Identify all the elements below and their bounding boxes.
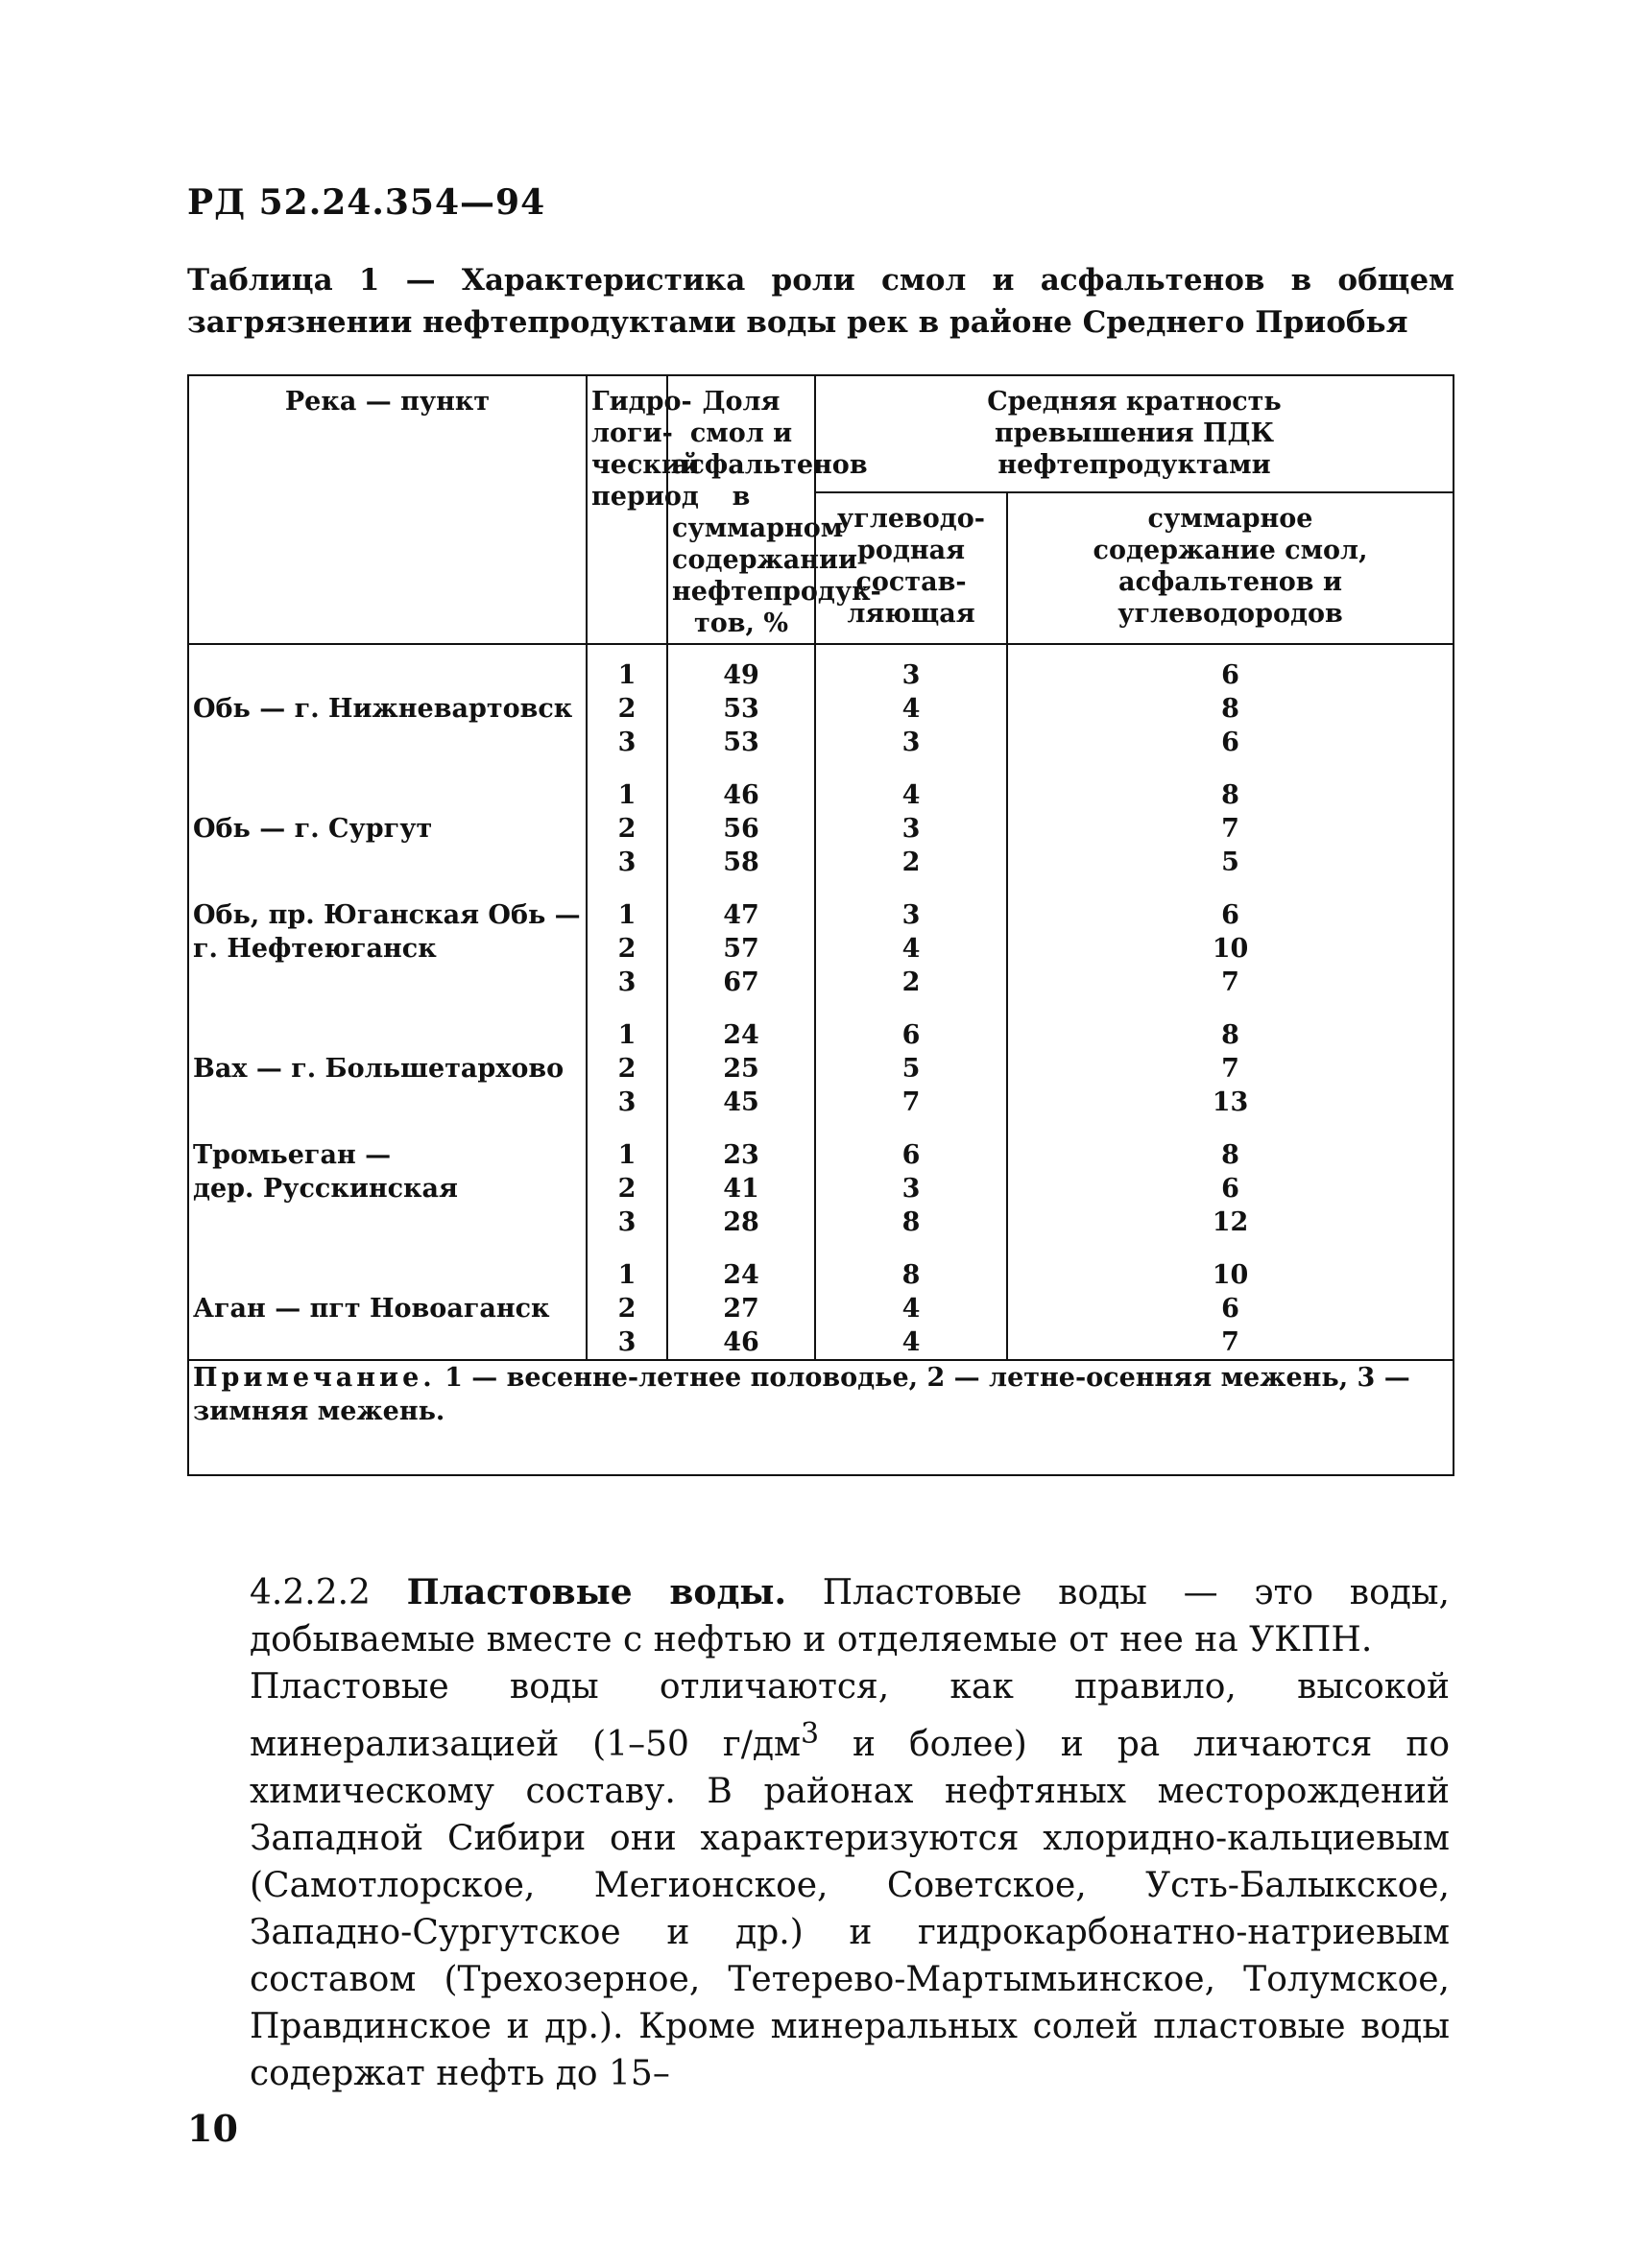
hydrocarbon-cell: 8 [815, 1239, 1007, 1292]
period-cell: 2 [587, 932, 667, 966]
share-cell: 25 [667, 1052, 815, 1086]
hydrocarbon-cell: 3 [815, 1172, 1007, 1206]
share-cell: 58 [667, 846, 815, 879]
table-row [189, 846, 1453, 879]
river-cell: дер. Русскинская [189, 1172, 587, 1206]
period-cell: 3 [587, 846, 667, 879]
river-cell: г. Нефтеюганск [189, 932, 587, 966]
river-cell [189, 999, 587, 1052]
period-cell: 1 [587, 1239, 667, 1292]
river-cell: Тромьеган — [189, 1119, 587, 1172]
river-cell [189, 644, 587, 692]
sum-cell: 7 [1221, 814, 1239, 844]
share-cell: 46 [667, 759, 815, 812]
table-row [189, 1086, 1453, 1119]
hydrocarbon-cell: 4 [815, 1292, 1007, 1325]
table-row [189, 999, 1453, 1052]
table-title: Таблица 1 — Характеристика роли смол и асфальтенов в общем загрязнении нефтепродуктами воды рек в районе Среднего Приобья [187, 263, 1454, 340]
period-cell: 2 [587, 1292, 667, 1325]
sum-cell: 8 [1221, 1140, 1239, 1170]
paragraph-2-text-a: Пластовые воды отличаются, как правило, высокой минерализацией (1–50 г/дм [250, 1667, 1450, 1764]
data-table [187, 374, 1454, 1476]
share-cell: 56 [667, 812, 815, 846]
period-cell: 2 [587, 692, 667, 726]
hydrocarbon-cell: 3 [815, 644, 1007, 692]
superscript-3: 3 [801, 1717, 820, 1751]
river-cell: Обь — г. Сургут [189, 812, 587, 846]
period-cell: 3 [587, 966, 667, 999]
share-cell: 45 [667, 1086, 815, 1119]
share-cell: 47 [667, 879, 815, 932]
hydrocarbon-cell: 4 [815, 932, 1007, 966]
sum-cell: 7 [1221, 967, 1239, 997]
river-cell [189, 966, 587, 999]
river-cell: Аган — пгт Новоаганск [189, 1292, 587, 1325]
page-number: 10 [187, 2107, 238, 2150]
period-cell: 3 [587, 1325, 667, 1360]
sum-cell: 8 [1221, 780, 1239, 810]
sum-cell: 7 [1221, 1054, 1239, 1084]
share-cell: 46 [667, 1325, 815, 1360]
share-cell: 67 [667, 966, 815, 999]
paragraph-2-text-b: и более) и ра личаются по химическому составу. В районах нефтяных месторождений Западной Сибири они характеризуются хлоридно-кальциевым (Самотлорское, Мегионское, Советское, Усть-Балыкское, Западно-Сургутское и др.) и гидрокарбонатно-натриевым составом (Трехозерное, Тетерево-Мартымьинское, Толумское, Правдинское и др.). Кроме минеральных солей пластовые воды содержат нефть до 15– [250, 1725, 1450, 2093]
period-cell: 1 [587, 644, 667, 692]
hydrocarbon-cell: 4 [815, 692, 1007, 726]
table-row [189, 644, 1453, 692]
table-row [189, 1119, 1453, 1172]
river-cell [189, 726, 587, 759]
hydrocarbon-cell: 3 [815, 879, 1007, 932]
note-label: Примечание. [193, 1363, 436, 1393]
hydrocarbon-cell: 6 [815, 1119, 1007, 1172]
period-cell: 3 [587, 1206, 667, 1239]
table-row [189, 932, 1453, 966]
share-cell: 23 [667, 1119, 815, 1172]
share-cell: 28 [667, 1206, 815, 1239]
share-cell: 24 [667, 1239, 815, 1292]
period-cell: 2 [587, 812, 667, 846]
document-code: РД 52.24.354—94 [187, 182, 546, 223]
river-cell [189, 846, 587, 879]
section-title: Пластовые воды. [406, 1572, 787, 1612]
share-cell: 53 [667, 726, 815, 759]
sum-cell: 6 [1221, 728, 1239, 757]
table-note [189, 1360, 1453, 1428]
table-row [189, 759, 1453, 812]
hydrocarbon-cell: 2 [815, 846, 1007, 879]
table-row [189, 1206, 1453, 1239]
hydrocarbon-cell: 7 [815, 1086, 1007, 1119]
header-sum: суммарное содержание смол, асфальтенов и углеводородов [1007, 492, 1453, 644]
river-cell [189, 1086, 587, 1119]
river-cell: Вах — г. Большетархово [189, 1052, 587, 1086]
share-cell: 27 [667, 1292, 815, 1325]
river-cell [189, 1206, 587, 1239]
paragraph-2 [250, 1663, 1450, 2097]
period-cell: 1 [587, 759, 667, 812]
share-cell: 41 [667, 1172, 815, 1206]
hydrocarbon-cell: 5 [815, 1052, 1007, 1086]
sum-cell: 10 [1212, 934, 1249, 964]
sum-cell: 6 [1221, 1174, 1239, 1204]
hydrocarbon-cell: 4 [815, 759, 1007, 812]
sum-cell: 7 [1221, 1327, 1239, 1357]
sum-cell: 13 [1212, 1087, 1249, 1117]
table-row [189, 1292, 1453, 1325]
section-number: 4.2.2.2 [250, 1573, 371, 1612]
table-row [189, 966, 1453, 999]
header-hydrocarbon: углеводо- родная состав- ляющая [815, 492, 1007, 644]
table-row [189, 692, 1453, 726]
body-text [250, 1569, 1450, 2097]
sum-cell: 6 [1221, 900, 1239, 930]
period-cell: 3 [587, 726, 667, 759]
sum-cell: 8 [1221, 1020, 1239, 1050]
river-cell: Обь — г. Нижневартовск [189, 692, 587, 726]
sum-cell: 5 [1221, 848, 1239, 877]
table-row [189, 879, 1453, 932]
hydrocarbon-cell: 3 [815, 726, 1007, 759]
table-row [189, 1239, 1453, 1292]
river-cell [189, 1325, 587, 1360]
sum-cell: 8 [1221, 694, 1239, 724]
share-cell: 53 [667, 692, 815, 726]
period-cell: 2 [587, 1172, 667, 1206]
period-cell: 1 [587, 1119, 667, 1172]
river-cell: Обь, пр. Юганская Обь — [189, 879, 587, 932]
hydrocarbon-cell: 3 [815, 812, 1007, 846]
share-cell: 49 [667, 644, 815, 692]
paragraph-1-text: Пластовые воды — это воды, добываемые вместе с нефтью и отделяемые от нее на УКПН. [250, 1573, 1451, 1659]
sum-cell: 6 [1221, 660, 1239, 690]
sum-cell: 10 [1212, 1260, 1249, 1290]
header-river: Река — пункт [189, 376, 587, 644]
note-text: 1 — весенне-летнее половодье, 2 — летне-осенняя межень, 3 — зимняя межень. [193, 1363, 1410, 1426]
sum-cell: 6 [1221, 1294, 1239, 1324]
period-cell: 1 [587, 879, 667, 932]
header-multiplicity: Средняя кратность превышения ПДК нефтепродуктами [815, 376, 1453, 492]
table-row [189, 726, 1453, 759]
paragraph-1 [250, 1569, 1450, 1663]
period-cell: 3 [587, 1086, 667, 1119]
hydrocarbon-cell: 4 [815, 1325, 1007, 1360]
hydrocarbon-cell: 6 [815, 999, 1007, 1052]
share-cell: 24 [667, 999, 815, 1052]
table-row [189, 1172, 1453, 1206]
period-cell: 1 [587, 999, 667, 1052]
period-cell: 2 [587, 1052, 667, 1086]
header-period: Гидро- логи- ческий период [587, 376, 667, 644]
hydrocarbon-cell: 2 [815, 966, 1007, 999]
river-cell [189, 1239, 587, 1292]
river-cell [189, 759, 587, 812]
table-row [189, 1052, 1453, 1086]
sum-cell: 12 [1212, 1207, 1249, 1237]
header-share: Доля смол и асфальтенов в суммарном содержании нефтепродук- тов, % [667, 376, 815, 644]
table-row [189, 1325, 1453, 1360]
share-cell: 57 [667, 932, 815, 966]
table-row [189, 812, 1453, 846]
hydrocarbon-cell: 8 [815, 1206, 1007, 1239]
